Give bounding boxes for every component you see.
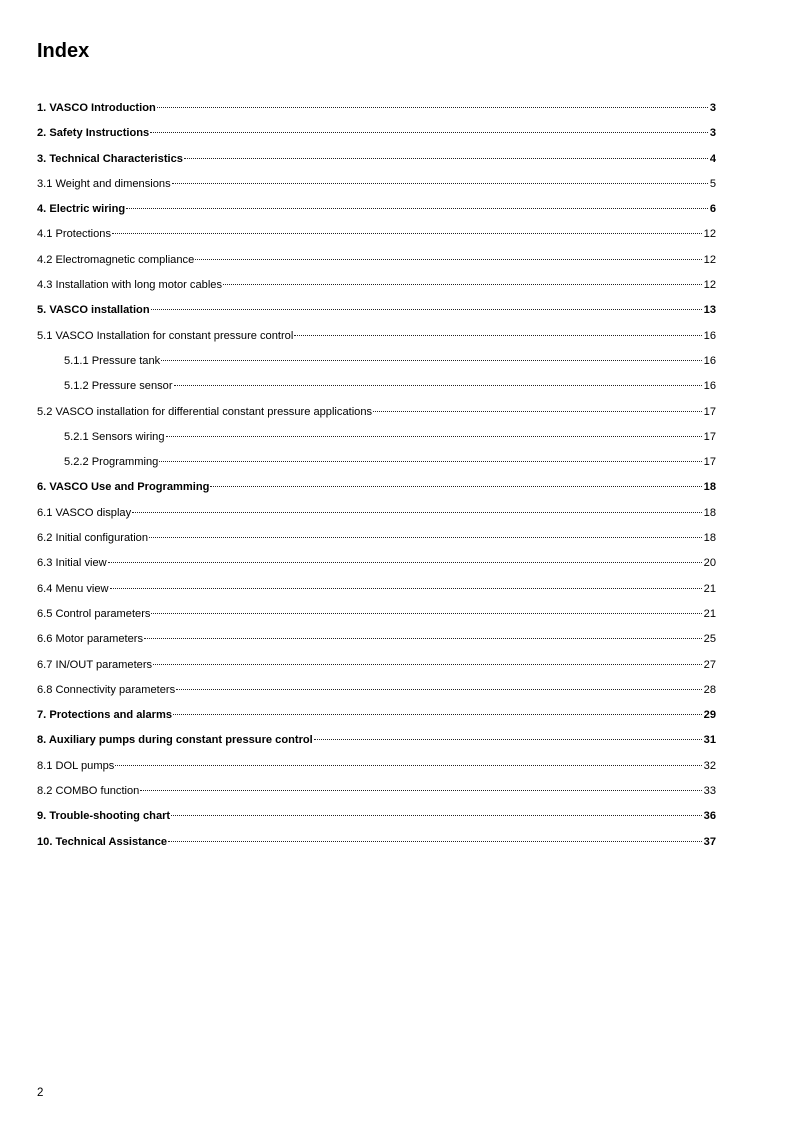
toc-entry-page: 12 (703, 253, 716, 266)
toc-entry-page: 21 (703, 582, 716, 595)
toc-entry-page: 5 (709, 177, 716, 190)
toc-entry[interactable] (37, 477, 716, 502)
toc-entry-label: 6.5 Control parameters (37, 607, 151, 620)
toc-dot-leader (294, 335, 701, 336)
toc-dot-leader (171, 815, 702, 816)
toc-entry[interactable] (37, 300, 716, 325)
table-of-contents (37, 98, 716, 857)
toc-entry-page: 32 (703, 759, 716, 772)
toc-dot-leader (184, 158, 708, 159)
toc-entry[interactable] (37, 123, 716, 148)
toc-dot-leader (108, 562, 702, 563)
toc-entry[interactable] (37, 528, 716, 553)
toc-entry[interactable] (37, 199, 716, 224)
toc-entry-label: 8. Auxiliary pumps during constant pressure control (37, 734, 313, 747)
toc-entry[interactable] (37, 427, 716, 452)
toc-entry-label: 8.2 COMBO function (37, 785, 140, 798)
toc-entry[interactable] (37, 730, 716, 755)
toc-entry-label: 4.3 Installation with long motor cables (37, 279, 222, 292)
toc-dot-leader (151, 613, 701, 614)
page-number: 2 (37, 1087, 44, 1099)
toc-entry-page: 17 (703, 405, 716, 418)
toc-dot-leader (132, 512, 702, 513)
toc-entry[interactable] (37, 756, 716, 781)
toc-entry-page: 12 (703, 279, 716, 292)
toc-entry-label: 4. Electric wiring (37, 203, 126, 216)
toc-entry-label: 5.2.2 Programming (64, 456, 159, 469)
toc-dot-leader (159, 461, 701, 462)
toc-dot-leader (153, 664, 702, 665)
toc-entry-page: 28 (703, 683, 716, 696)
toc-entry[interactable] (37, 149, 716, 174)
toc-entry[interactable] (37, 705, 716, 730)
toc-entry-page: 18 (703, 506, 716, 519)
toc-entry[interactable] (37, 806, 716, 831)
toc-entry-page: 6 (709, 203, 716, 216)
toc-entry-page: 29 (703, 709, 716, 722)
toc-dot-leader (195, 259, 701, 260)
toc-dot-leader (112, 233, 702, 234)
toc-entry-page: 18 (703, 481, 716, 494)
toc-entry-label: 1. VASCO Introduction (37, 102, 156, 114)
toc-entry-page: 18 (703, 532, 716, 545)
toc-dot-leader (176, 689, 702, 690)
toc-dot-leader (149, 537, 702, 538)
toc-entry-page: 21 (703, 607, 716, 620)
toc-entry-page: 25 (703, 633, 716, 646)
toc-entry-label: 8.1 DOL pumps (37, 759, 115, 772)
toc-entry[interactable] (37, 832, 716, 857)
toc-entry[interactable] (37, 351, 716, 376)
toc-entry-page: 4 (709, 152, 716, 165)
toc-dot-leader (173, 714, 702, 715)
toc-entry[interactable] (37, 655, 716, 680)
toc-entry-label: 5.1.2 Pressure sensor (64, 380, 173, 393)
toc-entry-page: 12 (703, 228, 716, 241)
toc-entry[interactable] (37, 224, 716, 249)
toc-entry-label: 6.7 IN/OUT parameters (37, 658, 153, 671)
toc-dot-leader (373, 411, 702, 412)
toc-entry-label: 6.8 Connectivity parameters (37, 683, 176, 696)
toc-entry[interactable] (37, 553, 716, 578)
toc-entry-page: 27 (703, 658, 716, 671)
toc-entry-label: 6. VASCO Use and Programming (37, 481, 210, 494)
toc-dot-leader (151, 309, 702, 310)
toc-entry[interactable] (37, 452, 716, 477)
toc-entry-label: 5.2.1 Sensors wiring (64, 430, 165, 443)
toc-entry-label: 10. Technical Assistance (37, 835, 168, 848)
toc-entry-label: 6.1 VASCO display (37, 506, 132, 519)
toc-entry[interactable] (37, 98, 716, 123)
toc-entry-label: 6.4 Menu view (37, 582, 109, 595)
toc-dot-leader (126, 208, 708, 209)
toc-entry[interactable] (37, 402, 716, 427)
toc-dot-leader (166, 436, 702, 437)
toc-entry-label: 5. VASCO installation (37, 304, 150, 317)
toc-entry-label: 5.1.1 Pressure tank (64, 354, 161, 367)
toc-entry-page: 3 (709, 127, 716, 140)
toc-entry[interactable] (37, 579, 716, 604)
toc-entry[interactable] (37, 629, 716, 654)
toc-entry-label: 7. Protections and alarms (37, 709, 173, 722)
toc-entry-label: 5.2 VASCO installation for differential constant pressure applications (37, 405, 373, 418)
toc-entry-page: 16 (703, 329, 716, 342)
page-title: Index (37, 40, 90, 62)
toc-dot-leader (110, 588, 702, 589)
toc-entry-page: 16 (703, 380, 716, 393)
toc-entry-page: 31 (703, 734, 716, 747)
toc-entry-label: 4.1 Protections (37, 228, 111, 241)
toc-entry[interactable] (37, 781, 716, 806)
toc-entry[interactable] (37, 503, 716, 528)
toc-dot-leader (174, 385, 702, 386)
toc-entry-label: 3.1 Weight and dimensions (37, 177, 171, 190)
toc-entry-page: 13 (703, 304, 716, 317)
toc-entry-label: 6.2 Initial configuration (37, 532, 149, 545)
toc-entry-label: 2. Safety Instructions (37, 127, 150, 140)
toc-entry-page: 3 (709, 102, 716, 114)
toc-entry-page: 37 (703, 835, 716, 848)
toc-entry-label: 6.6 Motor parameters (37, 633, 144, 646)
toc-entry-page: 17 (703, 456, 716, 469)
toc-entry-label: 9. Trouble-shooting chart (37, 810, 171, 823)
toc-dot-leader (157, 107, 708, 108)
toc-entry[interactable] (37, 174, 716, 199)
toc-dot-leader (115, 765, 701, 766)
toc-dot-leader (144, 638, 702, 639)
toc-entry-page: 17 (703, 430, 716, 443)
toc-entry-label: 4.2 Electromagnetic compliance (37, 253, 195, 266)
toc-entry-page: 16 (703, 354, 716, 367)
toc-dot-leader (314, 739, 702, 740)
toc-entry-label: 3. Technical Characteristics (37, 152, 183, 165)
toc-dot-leader (223, 284, 702, 285)
toc-entry-label: 5.1 VASCO Installation for constant pressure control (37, 329, 294, 342)
toc-entry[interactable] (37, 604, 716, 629)
toc-entry[interactable] (37, 275, 716, 300)
toc-entry[interactable] (37, 376, 716, 401)
toc-entry-label: 6.3 Initial view (37, 557, 107, 570)
toc-entry-page: 33 (703, 785, 716, 798)
toc-entry[interactable] (37, 680, 716, 705)
toc-dot-leader (172, 183, 708, 184)
toc-dot-leader (210, 486, 701, 487)
toc-dot-leader (168, 841, 702, 842)
toc-dot-leader (161, 360, 701, 361)
toc-entry[interactable] (37, 326, 716, 351)
toc-entry-page: 20 (703, 557, 716, 570)
toc-dot-leader (140, 790, 701, 791)
toc-dot-leader (150, 132, 708, 133)
toc-entry[interactable] (37, 250, 716, 275)
toc-entry-page: 36 (703, 810, 716, 823)
